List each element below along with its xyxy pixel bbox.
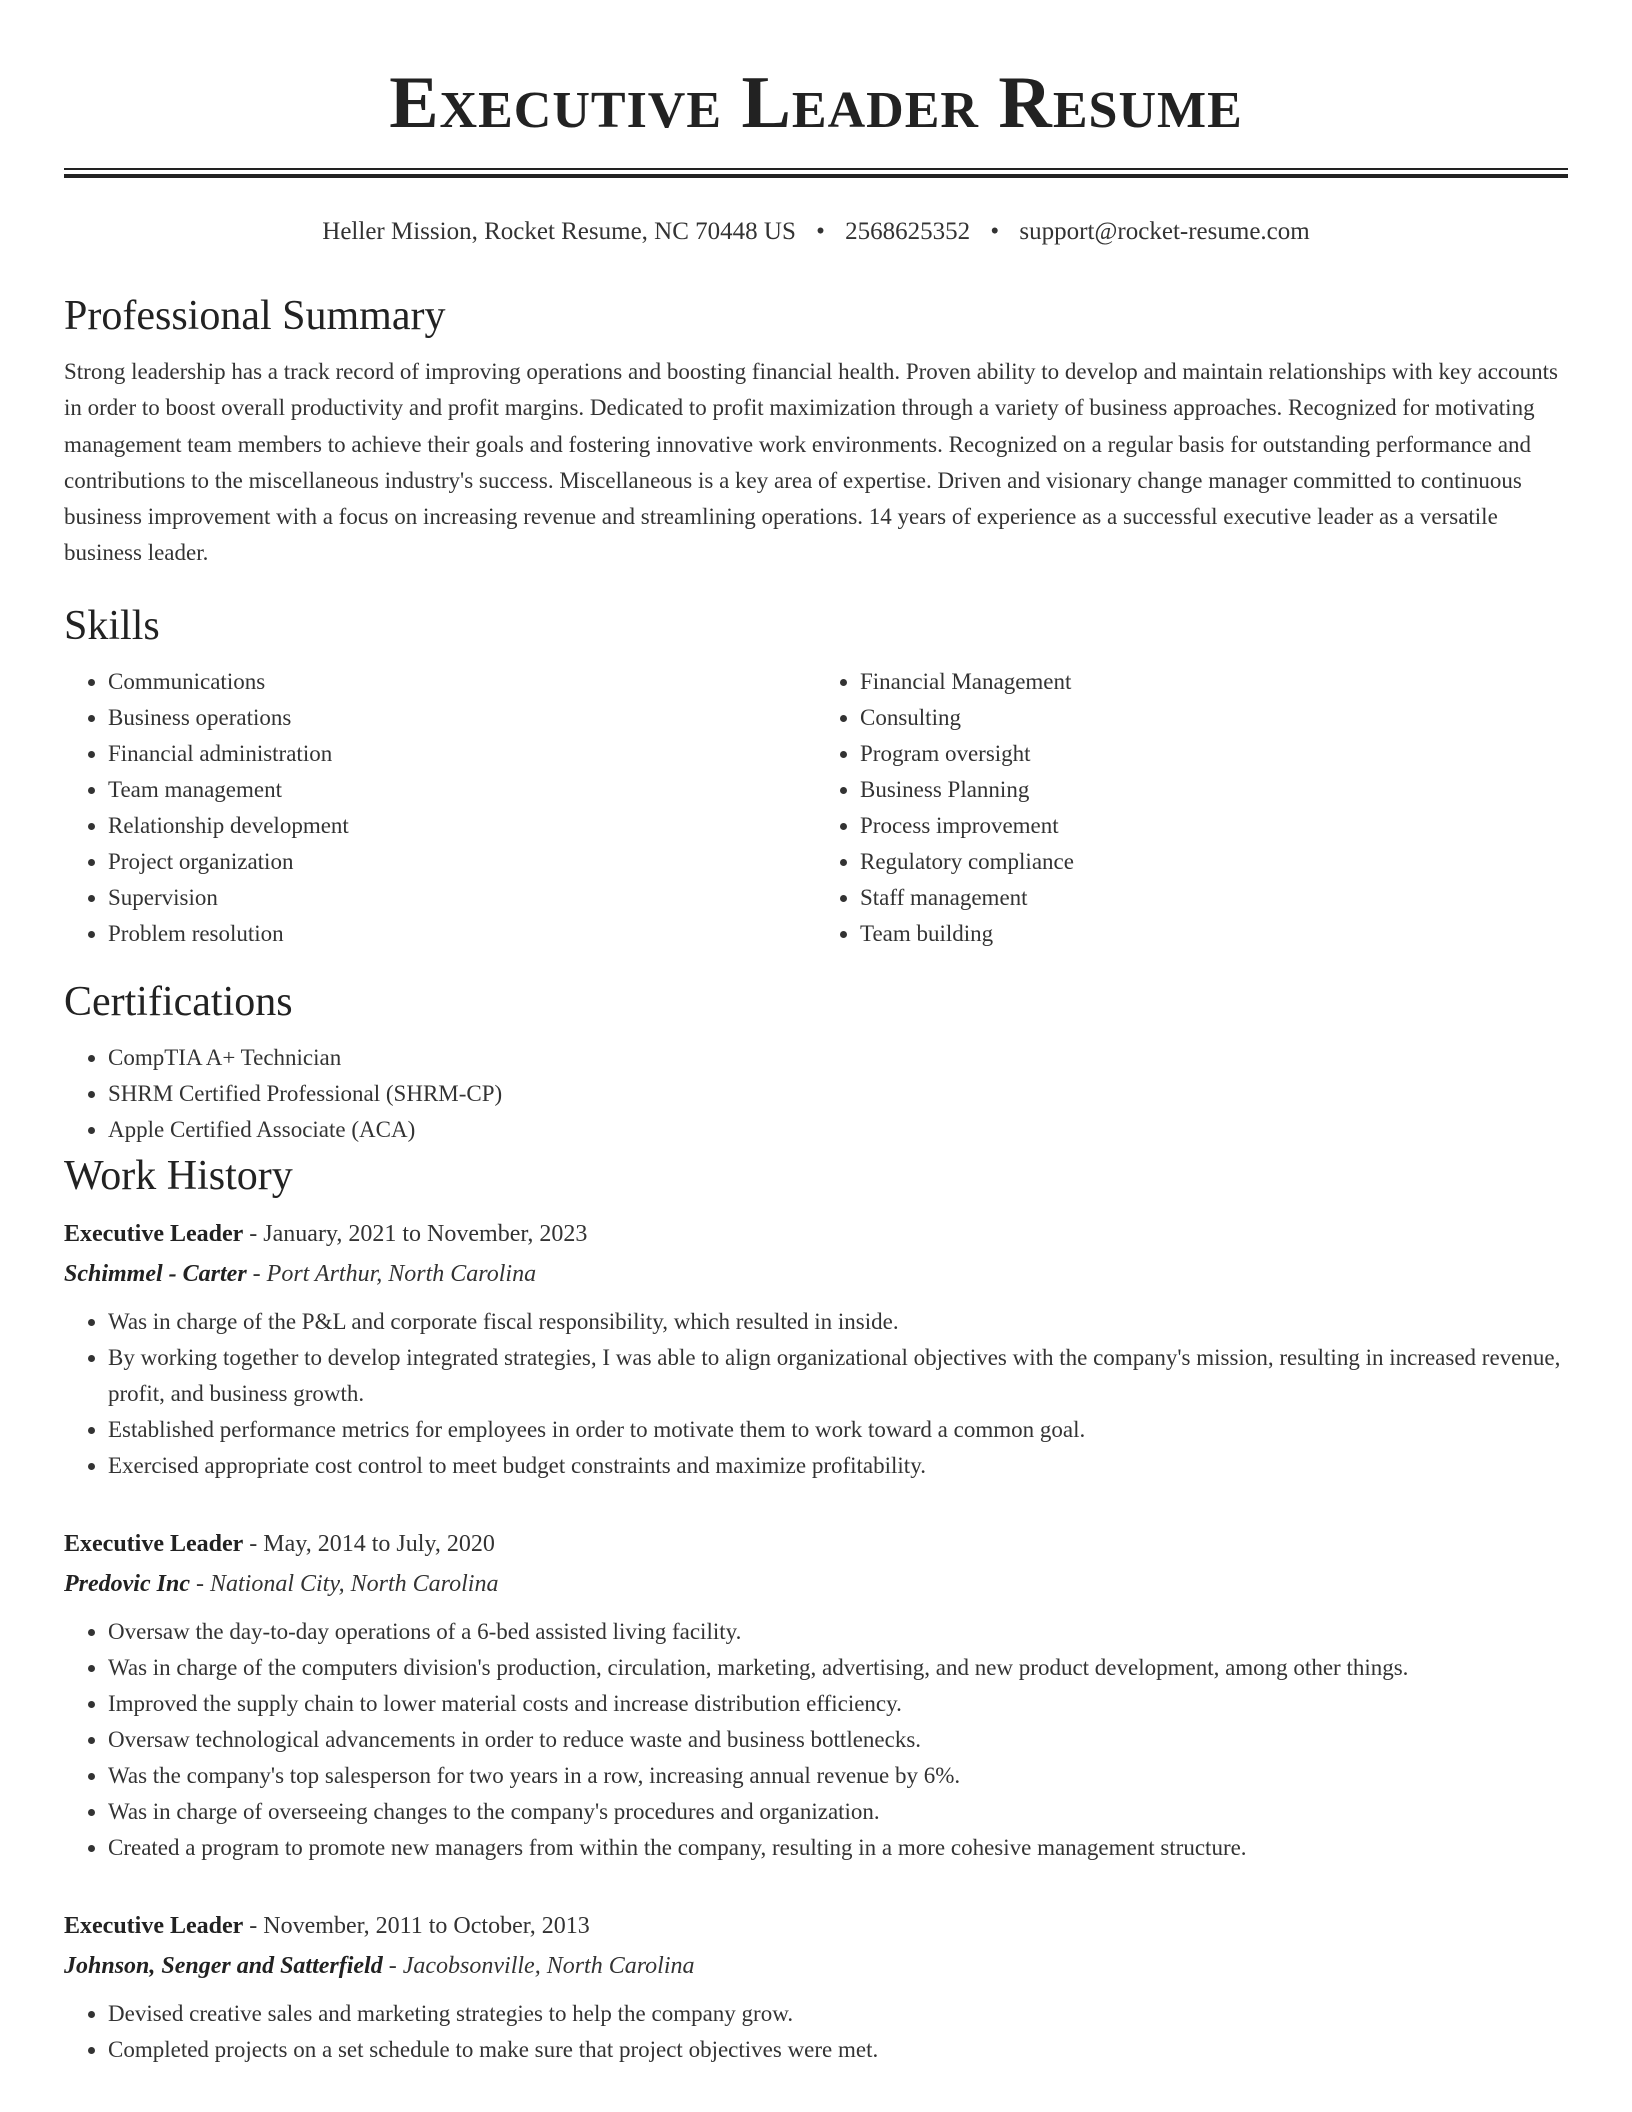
job-company-line: Johnson, Senger and Satterfield - Jacobsonville, North Carolina [64, 1952, 695, 1979]
job-bullet: • Established performance metrics for employees in order to motivate them to work toward a common goal. [108, 1412, 1568, 1448]
job-title: Executive Leader [64, 1530, 244, 1557]
job-entry [64, 1906, 1568, 2068]
skill-item: • Problem resolution [108, 916, 816, 952]
contact-phone: 2568625352 [845, 218, 971, 245]
job-company: Predovic Inc [64, 1570, 190, 1597]
certifications-section [64, 974, 1568, 1148]
job-header: Executive Leader - January, 2021 to November, 2023 [64, 1220, 588, 1247]
job-location: Jacobsonville, North Carolina [402, 1952, 695, 1979]
job-company-line: Schimmel - Carter - Port Arthur, North Carolina [64, 1260, 537, 1287]
skill-item: • Project organization [108, 844, 816, 880]
skill-item: • Team building [860, 916, 1568, 952]
skill-item: • Consulting [860, 700, 1568, 736]
job-bullet: • Was in charge of overseeing changes to the company's procedures and organization. [108, 1794, 1568, 1830]
job-header: Executive Leader - May, 2014 to July, 2020 [64, 1530, 495, 1557]
job-bullets [64, 1614, 1568, 1866]
job-bullet: • Completed projects on a set schedule to make sure that project objectives were met. [108, 2032, 1568, 2068]
title-divider-thick [64, 174, 1568, 178]
summary-heading: Professional Summary [64, 293, 446, 339]
work-history-heading: Work History [64, 1152, 293, 1199]
skill-item: • Regulatory compliance [860, 844, 1568, 880]
skill-item: • Business operations [108, 700, 816, 736]
job-bullet: • Devised creative sales and marketing strategies to help the company grow. [108, 1996, 1568, 2032]
resume-content [64, 288, 1568, 2108]
job-dates: May, 2014 to July, 2020 [263, 1530, 495, 1557]
skill-item: • Team management [108, 772, 816, 808]
summary-text: Strong leadership has a track record of improving operations and boosting financial health. Proven ability to develop and maintain relationships with key accounts in order to boost overall productivity and profit margins. Dedicated to profit maximization through a variety of business approaches. Recognized for motivating management team members to achieve their goals and fostering innovative work environments. Recognized on a regular basis for outstanding performance and contributions to the miscellaneous industry's success. Miscellaneous is a key area of expertise. Driven and visionary change manager committed to continuous business improvement with a focus on increasing revenue and streamlining operations. 14 years of experience as a successful executive leader as a versatile business leader. [64, 359, 1558, 566]
job-entry [64, 1524, 1568, 1866]
job-dates: November, 2011 to October, 2013 [263, 1912, 590, 1939]
job-title: Executive Leader [64, 1912, 244, 1939]
job-title: Executive Leader [64, 1220, 244, 1247]
job-bullet: • Oversaw technological advancements in order to reduce waste and business bottlenecks. [108, 1722, 1568, 1758]
contact-address: Heller Mission, Rocket Resume, NC 70448 US [322, 218, 796, 245]
skills-right-list [816, 664, 1568, 952]
job-location: Port Arthur, North Carolina [266, 1260, 537, 1287]
certification-item: • Apple Certified Associate (ACA) [108, 1112, 1568, 1148]
summary-section [64, 288, 1568, 572]
job-bullet: • By working together to develop integrated strategies, I was able to align organizational objectives with the company's mission, resulting in increased revenue, profit, and business growth. [108, 1340, 1568, 1412]
skill-item: • Communications [108, 664, 816, 700]
skills-section [64, 598, 1568, 952]
bullet-separator: • [816, 218, 825, 245]
job-dates: January, 2021 to November, 2023 [263, 1220, 588, 1247]
skill-item: • Business Planning [860, 772, 1568, 808]
job-bullet: • Exercised appropriate cost control to meet budget constraints and maximize profitability. [108, 1448, 1568, 1484]
skill-item: • Process improvement [860, 808, 1568, 844]
contact-line [0, 214, 1632, 250]
skill-item: • Staff management [860, 880, 1568, 916]
resume-title: Executive Leader Resume [389, 62, 1243, 144]
job-bullet: • Created a program to promote new managers from within the company, resulting in a more cohesive management structure. [108, 1830, 1568, 1866]
job-bullet: • Was in charge of the computers division's production, circulation, marketing, advertising, and new product development, among other things. [108, 1650, 1568, 1686]
job-location: National City, North Carolina [209, 1570, 499, 1597]
certifications-heading: Certifications [64, 978, 293, 1025]
skill-item: • Supervision [108, 880, 816, 916]
certification-item: • SHRM Certified Professional (SHRM-CP) [108, 1076, 1568, 1112]
job-bullet: • Was in charge of the P&L and corporate fiscal responsibility, which resulted in inside. [108, 1304, 1568, 1340]
skills-left-list [64, 664, 816, 952]
job-company-line: Predovic Inc - National City, North Carolina [64, 1570, 499, 1597]
job-bullets [64, 1304, 1568, 1484]
certifications-list [64, 1040, 1568, 1148]
skill-item: • Financial Management [860, 664, 1568, 700]
skills-heading: Skills [64, 602, 160, 649]
contact-email: support@rocket-resume.com [1019, 218, 1310, 245]
job-company: Johnson, Senger and Satterfield [64, 1952, 383, 1979]
skills-columns [64, 664, 1568, 952]
bullet-separator: • [990, 218, 1000, 245]
certification-item: • CompTIA A+ Technician [108, 1040, 1568, 1076]
job-bullets [64, 1996, 1568, 2068]
job-bullet: • Was the company's top salesperson for two years in a row, increasing annual revenue by 6%. [108, 1758, 1568, 1794]
skill-item: • Program oversight [860, 736, 1568, 772]
job-header: Executive Leader - November, 2011 to October, 2013 [64, 1912, 590, 1939]
job-entry [64, 1214, 1568, 1484]
work-history-section [64, 1148, 1568, 2068]
title-divider-thin [64, 168, 1568, 170]
skill-item: • Financial administration [108, 736, 816, 772]
job-bullet: • Improved the supply chain to lower material costs and increase distribution efficiency. [108, 1686, 1568, 1722]
job-company: Schimmel - Carter [64, 1260, 247, 1287]
job-bullet: • Oversaw the day-to-day operations of a 6-bed assisted living facility. [108, 1614, 1568, 1650]
skill-item: • Relationship development [108, 808, 816, 844]
